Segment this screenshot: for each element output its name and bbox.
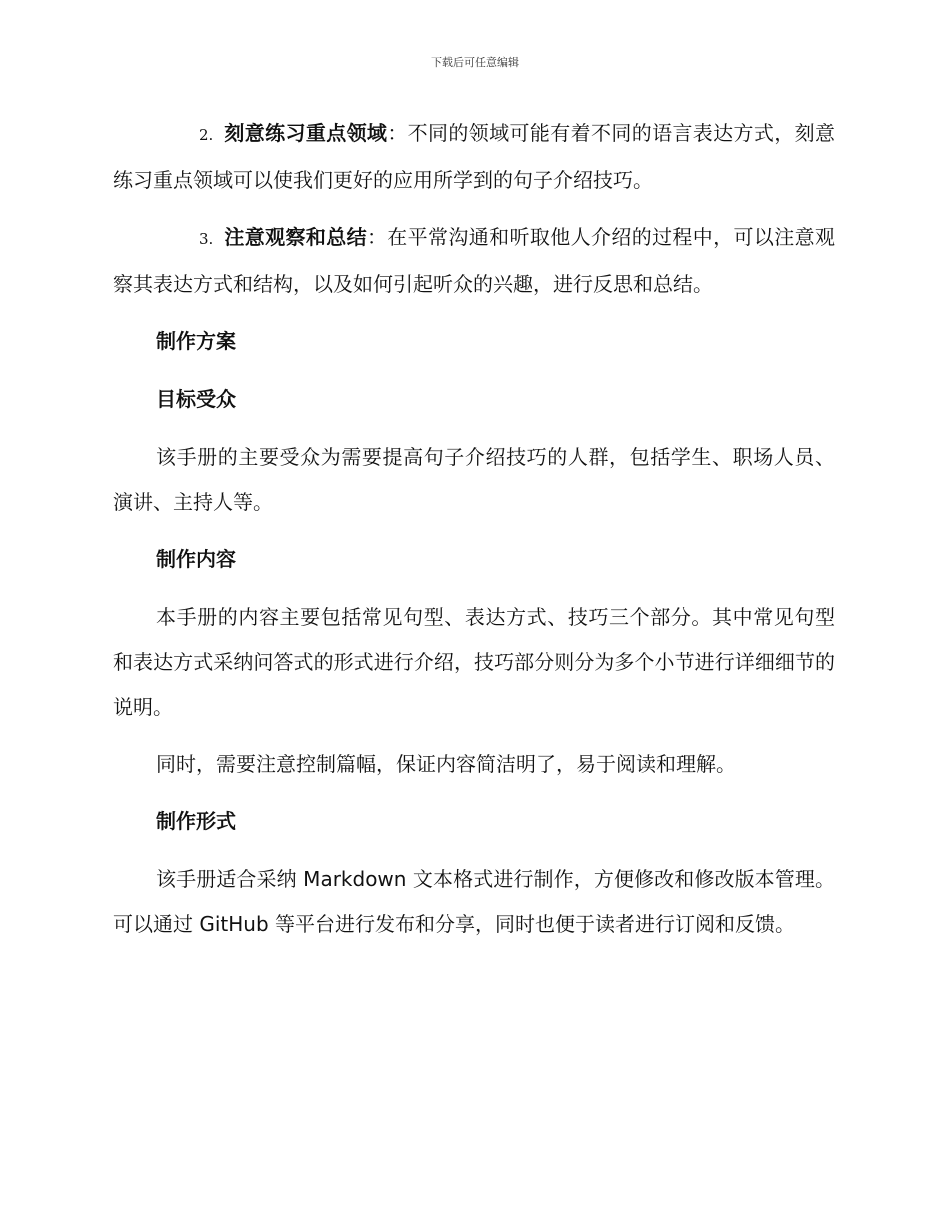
audience-heading: 目标受众 [156, 387, 236, 411]
page-header: 下载后可任意编辑 [431, 56, 519, 69]
list-term: 注意观察和总结 [224, 225, 367, 249]
form-paragraph: 该手册适合采纳 Markdown 文本格式进行制作，方便修改和修改版本管理。可以通过 GitHub 等平台进行发布和分享，同时也便于读者进行订阅和反馈。 [113, 867, 835, 936]
audience-paragraph: 该手册的主要受众为需要提高句子介绍技巧的人群，包括学生、职场人员、演讲、主持人等。 [113, 445, 835, 514]
list-number: 2. [199, 126, 214, 144]
list-item-3 [113, 215, 835, 307]
content-heading: 制作内容 [156, 547, 236, 571]
content-paragraph-1: 本手册的内容主要包括常见句型、表达方式、技巧三个部分。其中常见句型和表达方式采纳问答式的形式进行介绍，技巧部分则分为多个小节进行详细细节的说明。 [113, 605, 835, 719]
content-paragraph-2: 同时，需要注意控制篇幅，保证内容简洁明了，易于阅读和理解。 [156, 752, 736, 776]
list-item-2 [113, 111, 835, 203]
list-number: 3. [199, 230, 214, 248]
document-body [113, 111, 835, 959]
list-text: ：在平常沟通和听取他人介绍的过程中，可以注意观察其表达方式和结构，以及如何引起听众的兴趣，进行反思和总结。 [113, 225, 836, 296]
plan-heading: 制作方案 [156, 329, 236, 353]
list-text: ：不同的领域可能有着不同的语言表达方式，刻意练习重点领域可以使我们更好的应用所学到的句子介绍技巧。 [113, 121, 836, 192]
list-term: 刻意练习重点领域 [224, 121, 388, 145]
form-heading: 制作形式 [156, 809, 236, 833]
